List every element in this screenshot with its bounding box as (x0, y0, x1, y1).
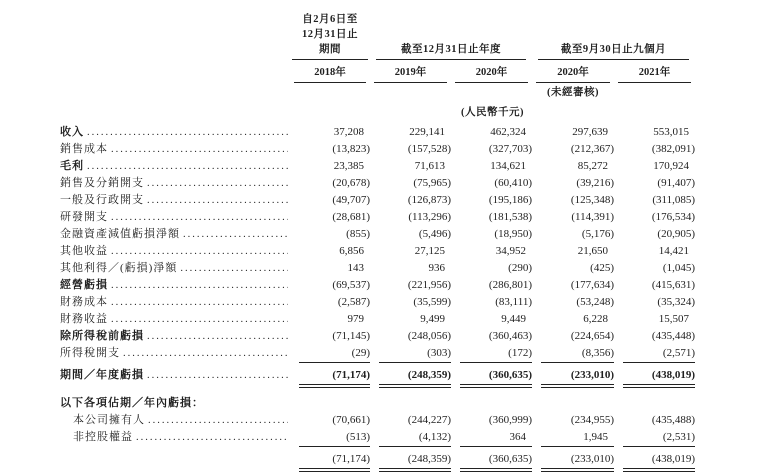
row-label-text: 一般及行政開支 (60, 194, 144, 206)
table-row (60, 226, 764, 243)
value-cell: (126,873) (407, 194, 451, 206)
value-cell: (71,174) (299, 367, 370, 388)
row-label (60, 226, 290, 243)
value-cell: (286,801) (488, 279, 532, 291)
table-row (60, 294, 764, 311)
value-cell: (13,823) (332, 143, 370, 155)
value-cell: (181,538) (488, 211, 532, 223)
row-label-text: 銷售及分銷開支 (60, 177, 144, 189)
attribution-rows (60, 412, 764, 468)
value-cell: (438,019) (623, 451, 695, 472)
row-label-text: 經營虧損 (60, 279, 108, 291)
row-label (60, 260, 290, 277)
table-header-currency (60, 100, 764, 120)
value-cell: (425) (590, 262, 614, 274)
value-cell: (234,955) (570, 414, 614, 426)
dot-leader (111, 294, 288, 311)
value-cell: (435,448) (651, 330, 695, 342)
value-cell: 6,228 (583, 313, 608, 325)
row-label-text: 收入 (60, 126, 84, 138)
row-label-text: 研發開支 (60, 211, 108, 223)
value-cell: (4,132) (379, 429, 451, 447)
value-cell: (114,391) (571, 211, 614, 223)
value-cell: 143 (347, 262, 364, 274)
row-label (60, 158, 290, 175)
dot-leader (147, 367, 288, 384)
value-cell: (35,599) (413, 296, 451, 308)
dot-leader (148, 412, 288, 429)
table-row (60, 192, 764, 209)
income-statement-table (60, 12, 764, 468)
table-row (60, 277, 764, 294)
header-spacer (60, 60, 290, 83)
value-cell: 27,125 (414, 245, 445, 257)
value-cell: 37,208 (333, 126, 364, 138)
row-label (60, 367, 290, 388)
year-header-2021: 2021年 (618, 65, 691, 83)
dot-leader (147, 328, 288, 345)
row-label-text: 金融資產減值虧損淨額 (60, 228, 180, 240)
value-cell: 134,621 (490, 160, 526, 172)
table-row (60, 260, 764, 277)
value-cell: (2,571) (623, 345, 695, 363)
value-cell: (233,010) (541, 367, 614, 388)
value-cell: (18,950) (494, 228, 532, 240)
value-cell: 14,421 (658, 245, 689, 257)
value-cell: 9,499 (420, 313, 445, 325)
row-label (60, 192, 290, 209)
row-label (60, 412, 290, 429)
value-cell: 71,613 (414, 160, 445, 172)
value-cell: (2,531) (623, 429, 695, 447)
dot-leader (111, 243, 288, 260)
attribution-section-heading: 以下各項佔期／年內虧損： (60, 397, 204, 409)
value-cell: 979 (347, 313, 364, 325)
row-label (60, 209, 290, 226)
value-cell: (91,407) (657, 177, 695, 189)
period-header-line1: 自2月6日至 (302, 14, 358, 25)
value-cell: (20,905) (657, 228, 695, 240)
value-cell: 170,924 (653, 160, 689, 172)
dot-leader (147, 192, 288, 209)
value-cell: (125,348) (570, 194, 614, 206)
group-header-year-ended-dec31: 截至12月31日止年度 (376, 42, 526, 60)
row-label (60, 311, 290, 328)
dot-leader (183, 226, 288, 243)
value-cell: 462,324 (490, 126, 526, 138)
value-cell: 21,650 (577, 245, 608, 257)
value-cell: (69,537) (332, 279, 370, 291)
table-row (60, 367, 764, 384)
value-cell: (53,248) (576, 296, 614, 308)
row-label (60, 345, 290, 363)
value-cell: (1,045) (662, 262, 695, 274)
dot-leader (111, 277, 288, 294)
value-cell: (35,324) (657, 296, 695, 308)
period-header-line2: 12月31日止 (302, 29, 358, 40)
value-cell: (360,463) (488, 330, 532, 342)
value-cell: (172) (460, 345, 532, 363)
year-header-2019: 2019年 (374, 65, 447, 83)
value-cell: (248,359) (379, 367, 451, 388)
value-cell: (8,356) (541, 345, 614, 363)
table-header-unaudited (60, 83, 764, 100)
value-cell: (212,367) (570, 143, 614, 155)
value-cell: 23,385 (333, 160, 364, 172)
value-cell: (60,410) (494, 177, 532, 189)
value-cell: 85,272 (577, 160, 608, 172)
value-cell: (244,227) (407, 414, 451, 426)
value-cell: (20,678) (332, 177, 370, 189)
row-label (60, 328, 290, 345)
table-header-years (60, 60, 764, 83)
row-label-text: 毛利 (60, 160, 84, 172)
year-header-2018: 2018年 (294, 65, 366, 83)
row-label-text: 除所得稅前虧損 (60, 330, 144, 342)
row-label-text: 其他利得／(虧損)淨額 (60, 262, 178, 274)
value-cell: (382,091) (651, 143, 695, 155)
value-cell: (5,496) (418, 228, 451, 240)
value-cell: (855) (346, 228, 370, 240)
currency-note: (人民幣千元) (461, 107, 524, 118)
value-cell: (75,965) (413, 177, 451, 189)
value-cell: 34,952 (495, 245, 526, 257)
value-cell: (233,010) (541, 451, 614, 472)
group-header-nine-months-sep30: 截至9月30日止九個月 (538, 42, 689, 60)
row-label (60, 243, 290, 260)
value-cell: 229,141 (409, 126, 445, 138)
value-cell: (221,956) (407, 279, 451, 291)
value-cell: (49,707) (332, 194, 370, 206)
row-label-text: 財務收益 (60, 313, 108, 325)
value-cell: (224,654) (570, 330, 614, 342)
value-cell: (195,186) (488, 194, 532, 206)
value-cell: 6,856 (339, 245, 364, 257)
value-cell: (83,111) (495, 296, 532, 308)
value-cell: (303) (379, 345, 451, 363)
value-cell: (311,085) (652, 194, 695, 206)
value-cell: (248,359) (379, 451, 451, 472)
period-column-header (292, 12, 368, 60)
value-cell: 936 (428, 262, 445, 274)
dot-leader (111, 311, 288, 328)
row-label (60, 277, 290, 294)
dot-leader (87, 124, 288, 141)
table-row (60, 141, 764, 158)
value-cell: (29) (299, 345, 370, 363)
row-label-text: 所得稅開支 (60, 347, 120, 359)
unaudited-note: (未經審核) (547, 87, 599, 98)
row-label-text: 非控股權益 (73, 431, 133, 443)
row-label (60, 451, 290, 472)
year-header-2020-9m: 2020年 (536, 65, 610, 83)
row-label (60, 429, 290, 447)
table-row (60, 429, 764, 446)
dot-leader (111, 209, 288, 226)
table-row (60, 345, 764, 362)
value-cell: (248,056) (407, 330, 451, 342)
value-cell: 297,639 (572, 126, 608, 138)
table-row (60, 328, 764, 345)
year-header-2020: 2020年 (455, 65, 528, 83)
value-cell: (71,174) (299, 451, 370, 472)
table-row (60, 158, 764, 175)
value-cell: (327,703) (488, 143, 532, 155)
row-label (60, 175, 290, 192)
value-cell: (360,635) (460, 367, 532, 388)
value-cell: (5,176) (581, 228, 614, 240)
dot-leader (87, 158, 288, 175)
table-header-groups (60, 12, 764, 60)
row-label-text: 本公司擁有人 (73, 414, 145, 426)
row-label (60, 124, 290, 141)
table-row (60, 311, 764, 328)
value-cell: (157,528) (407, 143, 451, 155)
row-label-text: 財務成本 (60, 296, 108, 308)
table-row (60, 175, 764, 192)
dot-leader (123, 345, 288, 362)
table-row (60, 451, 764, 468)
dot-leader (136, 429, 288, 446)
value-cell: (39,216) (576, 177, 614, 189)
table-row (60, 412, 764, 429)
value-cell: (176,534) (651, 211, 695, 223)
value-cell: (2,587) (337, 296, 370, 308)
dot-leader (147, 175, 288, 192)
table-row (60, 124, 764, 141)
value-cell: (360,999) (488, 414, 532, 426)
row-label-text: 其他收益 (60, 245, 108, 257)
value-cell: (177,634) (570, 279, 614, 291)
value-cell: 9,449 (501, 313, 526, 325)
row-label (60, 294, 290, 311)
value-cell: 553,015 (653, 126, 689, 138)
value-cell: (415,631) (651, 279, 695, 291)
value-cell: 364 (460, 429, 532, 447)
value-cell: 15,507 (658, 313, 689, 325)
statement-rows (60, 124, 764, 384)
value-cell: (290) (508, 262, 532, 274)
table-row (60, 209, 764, 226)
value-cell: (513) (299, 429, 370, 447)
value-cell: (360,635) (460, 451, 532, 472)
row-label (60, 141, 290, 158)
attribution-section-heading-row (60, 395, 764, 412)
period-header-line3: 期間 (319, 44, 341, 55)
row-label-text: 期間／年度虧損 (60, 369, 144, 381)
value-cell: (438,019) (623, 367, 695, 388)
row-label-text: 銷售成本 (60, 143, 108, 155)
dot-leader (111, 141, 288, 158)
value-cell: 1,945 (541, 429, 614, 447)
value-cell: (71,145) (332, 330, 370, 342)
value-cell: (28,681) (332, 211, 370, 223)
table-row (60, 243, 764, 260)
value-cell: (435,488) (651, 414, 695, 426)
value-cell: (113,296) (408, 211, 451, 223)
dot-leader (180, 260, 288, 277)
value-cell: (70,661) (332, 414, 370, 426)
